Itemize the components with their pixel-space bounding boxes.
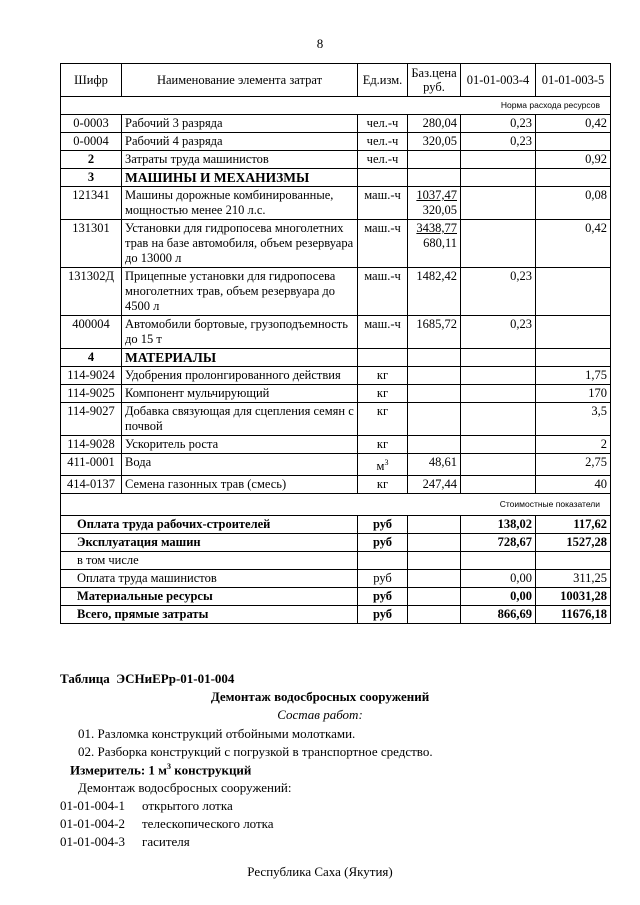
code-name: телескопического лотка bbox=[142, 816, 274, 831]
table-row bbox=[61, 133, 611, 151]
cell-v4 bbox=[461, 220, 536, 268]
cell-price: 320,05 bbox=[408, 133, 461, 151]
sec2-v4 bbox=[461, 151, 536, 169]
total-name: Оплата труда машинистов bbox=[61, 570, 358, 588]
totals-row bbox=[61, 570, 611, 588]
cell-v5: 1,75 bbox=[536, 367, 611, 385]
sec3-v4 bbox=[461, 169, 536, 187]
code-value: 01-01-004-3 bbox=[60, 834, 125, 849]
sec2-v5: 0,92 bbox=[536, 151, 611, 169]
header-price: Баз.цена руб. bbox=[408, 64, 461, 97]
total-v5: 311,25 bbox=[536, 570, 611, 588]
unit-text: кг bbox=[376, 386, 389, 400]
norm-label: Норма расхода ресурсов bbox=[61, 97, 611, 115]
code-value: 01-01-004-1 bbox=[60, 798, 125, 813]
work-item-1: 01. Разломка конструкций отбойными молотками. bbox=[78, 726, 356, 741]
total-name: Всего, прямые затраты bbox=[61, 606, 358, 624]
total-v4: 138,02 bbox=[461, 516, 536, 534]
table-row bbox=[61, 403, 611, 436]
meter-line bbox=[70, 762, 251, 778]
cell-code: 411-0001 bbox=[61, 454, 122, 476]
sec2-num: 2 bbox=[61, 151, 122, 169]
sec2-row bbox=[61, 151, 611, 169]
material-rows bbox=[61, 367, 611, 494]
cell-price bbox=[408, 367, 461, 385]
cell-v5: 2,75 bbox=[536, 454, 611, 476]
table-row bbox=[61, 454, 611, 476]
table-row bbox=[61, 316, 611, 349]
cell-name: Семена газонных трав (смесь) bbox=[122, 476, 358, 494]
cell-v4: 0,23 bbox=[461, 268, 536, 316]
total-v4: 866,69 bbox=[461, 606, 536, 624]
cell-name: Автомобили бортовые, грузоподъемность до 15 т bbox=[122, 316, 358, 349]
cell-unit: маш.-ч bbox=[358, 220, 408, 268]
header-col5: 01-01-003-5 bbox=[536, 64, 611, 97]
cell-v4 bbox=[461, 187, 536, 220]
cell-v5 bbox=[536, 133, 611, 151]
price-wage: 680,11 bbox=[423, 236, 457, 250]
total-v5 bbox=[536, 552, 611, 570]
sec3-row bbox=[61, 169, 611, 187]
total-unit: руб bbox=[358, 606, 408, 624]
total-name: Эксплуатация машин bbox=[61, 534, 358, 552]
cell-v5: 0,42 bbox=[536, 115, 611, 133]
cell-name: Машины дорожные комбинированные, мощностью менее 210 л.с. bbox=[122, 187, 358, 220]
totals-row bbox=[61, 588, 611, 606]
cell-unit bbox=[358, 403, 408, 436]
total-v5: 117,62 bbox=[536, 516, 611, 534]
cell-price bbox=[408, 268, 461, 316]
total-v5: 1527,28 bbox=[536, 534, 611, 552]
cell-price: 48,61 bbox=[408, 454, 461, 476]
cell-v4 bbox=[461, 367, 536, 385]
cost-label: Стоимостные показатели bbox=[61, 494, 611, 516]
norm-row bbox=[61, 97, 611, 115]
cell-code: 0-0003 bbox=[61, 115, 122, 133]
cell-unit bbox=[358, 454, 408, 476]
header-code: Шифр bbox=[61, 64, 122, 97]
cell-v5: 170 bbox=[536, 385, 611, 403]
totals-row bbox=[61, 516, 611, 534]
cell-price bbox=[408, 220, 461, 268]
sec4-name: МАТЕРИАЛЫ bbox=[122, 349, 358, 367]
total-v5: 10031,28 bbox=[536, 588, 611, 606]
cell-code: 114-9024 bbox=[61, 367, 122, 385]
cell-code: 400004 bbox=[61, 316, 122, 349]
code-name: открытого лотка bbox=[142, 798, 233, 813]
cell-price bbox=[408, 316, 461, 349]
cell-v4 bbox=[461, 476, 536, 494]
cell-v5: 40 bbox=[536, 476, 611, 494]
footer-region: Республика Саха (Якутия) bbox=[247, 864, 393, 879]
price-base: 1685,72 bbox=[416, 317, 457, 331]
sec4-num: 4 bbox=[61, 349, 122, 367]
unit-sup: 3 bbox=[384, 458, 389, 467]
cell-unit bbox=[358, 385, 408, 403]
cell-v5: 0,08 bbox=[536, 187, 611, 220]
cell-unit: маш.-ч bbox=[358, 316, 408, 349]
total-price bbox=[408, 516, 461, 534]
page-number: 8 bbox=[316, 36, 324, 51]
cost-row bbox=[61, 494, 611, 516]
unit-text: кг bbox=[376, 477, 389, 492]
unit-text: кг bbox=[376, 437, 389, 451]
total-price bbox=[408, 570, 461, 588]
price-base: 1482,42 bbox=[416, 269, 457, 283]
header-row bbox=[61, 64, 611, 97]
price-base: 3438,77 bbox=[416, 221, 457, 235]
total-v4: 728,67 bbox=[461, 534, 536, 552]
sec3-name: МАШИНЫ И МЕХАНИЗМЫ bbox=[122, 169, 358, 187]
total-v4: 0,00 bbox=[461, 588, 536, 606]
composition-title: Состав работ: bbox=[277, 707, 363, 722]
sec4-price bbox=[408, 349, 461, 367]
total-unit: руб bbox=[358, 588, 408, 606]
code-name: гасителя bbox=[142, 834, 190, 849]
cell-v5: 3,5 bbox=[536, 403, 611, 436]
sec4-v4 bbox=[461, 349, 536, 367]
cell-code: 414-0137 bbox=[61, 476, 122, 494]
cell-v5: 2 bbox=[536, 436, 611, 454]
cell-name: Прицепные установки для гидропосева многолетних трав, объем резервуара до 4500 л bbox=[122, 268, 358, 316]
total-unit: руб bbox=[358, 516, 408, 534]
cell-name: Установки для гидропосева многолетних трав на базе автомобиля, объем резервуара до 13000 л bbox=[122, 220, 358, 268]
resource-table bbox=[60, 63, 611, 624]
total-unit: руб bbox=[358, 534, 408, 552]
sec4-row bbox=[61, 349, 611, 367]
cell-unit bbox=[358, 436, 408, 454]
total-name: в том числе bbox=[61, 552, 358, 570]
cell-v5 bbox=[536, 268, 611, 316]
sec3-price bbox=[408, 169, 461, 187]
code-value: 01-01-004-2 bbox=[60, 816, 125, 831]
cell-price bbox=[408, 403, 461, 436]
cell-unit: чел.-ч bbox=[358, 115, 408, 133]
total-name: Оплата труда рабочих-строителей bbox=[61, 516, 358, 534]
sec2-unit: чел.-ч bbox=[358, 151, 408, 169]
table-row bbox=[61, 385, 611, 403]
total-unit bbox=[358, 552, 408, 570]
cell-v4: 0,23 bbox=[461, 316, 536, 349]
cell-code: 131302Д bbox=[61, 268, 122, 316]
totals-row bbox=[61, 606, 611, 624]
table-row bbox=[61, 268, 611, 316]
work-item-2: 02. Разборка конструкций с погрузкой в транспортное средство. bbox=[78, 744, 433, 759]
cell-price bbox=[408, 385, 461, 403]
cell-v5: 0,42 bbox=[536, 220, 611, 268]
code-row bbox=[60, 816, 274, 832]
total-name: Материальные ресурсы bbox=[61, 588, 358, 606]
cell-v4: 0,23 bbox=[461, 133, 536, 151]
cell-name: Рабочий 3 разряда bbox=[122, 115, 358, 133]
labor-rows bbox=[61, 115, 611, 151]
cell-price bbox=[408, 436, 461, 454]
table-row bbox=[61, 187, 611, 220]
cell-code: 0-0004 bbox=[61, 133, 122, 151]
cell-code: 114-9028 bbox=[61, 436, 122, 454]
cell-name: Вода bbox=[122, 454, 358, 476]
cell-code: 114-9025 bbox=[61, 385, 122, 403]
cell-unit bbox=[358, 476, 408, 494]
totals-row bbox=[61, 534, 611, 552]
cell-unit: маш.-ч bbox=[358, 268, 408, 316]
cell-unit: маш.-ч bbox=[358, 187, 408, 220]
total-v4 bbox=[461, 552, 536, 570]
code-row bbox=[60, 834, 190, 850]
cell-v4 bbox=[461, 385, 536, 403]
total-price bbox=[408, 606, 461, 624]
total-price bbox=[408, 588, 461, 606]
sec3-unit bbox=[358, 169, 408, 187]
cell-name: Ускоритель роста bbox=[122, 436, 358, 454]
unit-text: кг bbox=[376, 404, 389, 418]
table-row bbox=[61, 436, 611, 454]
price-wage: 320,05 bbox=[422, 203, 457, 217]
cell-name: Добавка связующая для сцепления семян с почвой bbox=[122, 403, 358, 436]
header-unit: Ед.изм. bbox=[358, 64, 408, 97]
sec3-num: 3 bbox=[61, 169, 122, 187]
totals-row bbox=[61, 552, 611, 570]
sec3-v5 bbox=[536, 169, 611, 187]
cell-v5 bbox=[536, 316, 611, 349]
cell-code: 121341 bbox=[61, 187, 122, 220]
cell-code: 131301 bbox=[61, 220, 122, 268]
cell-v4: 0,23 bbox=[461, 115, 536, 133]
cell-code: 114-9027 bbox=[61, 403, 122, 436]
meter-suffix: конструкций bbox=[171, 762, 252, 778]
unit-text: кг bbox=[376, 368, 389, 382]
header-name: Наименование элемента затрат bbox=[122, 64, 358, 97]
price-base: 1037,47 bbox=[416, 188, 457, 202]
meter-sup: 3 bbox=[167, 762, 172, 771]
table-row bbox=[61, 476, 611, 494]
cell-unit: чел.-ч bbox=[358, 133, 408, 151]
total-v5: 11676,18 bbox=[536, 606, 611, 624]
total-price bbox=[408, 534, 461, 552]
code-row bbox=[60, 798, 233, 814]
total-unit: руб bbox=[358, 570, 408, 588]
table-row bbox=[61, 367, 611, 385]
machine-rows bbox=[61, 187, 611, 349]
sec2-name: Затраты труда машинистов bbox=[122, 151, 358, 169]
meter-prefix: Измеритель: 1 м bbox=[70, 762, 168, 778]
totals-rows bbox=[61, 516, 611, 624]
cell-v4 bbox=[461, 436, 536, 454]
table-row bbox=[61, 220, 611, 268]
cell-price bbox=[408, 187, 461, 220]
dismantle-intro: Демонтаж водосбросных сооружений: bbox=[78, 780, 292, 795]
work-title: Демонтаж водосбросных сооружений bbox=[210, 689, 430, 704]
total-price bbox=[408, 552, 461, 570]
cell-price: 247,44 bbox=[408, 476, 461, 494]
cell-name: Рабочий 4 разряда bbox=[122, 133, 358, 151]
sec4-v5 bbox=[536, 349, 611, 367]
unit-text: м bbox=[376, 459, 385, 474]
cell-unit bbox=[358, 367, 408, 385]
cell-v4 bbox=[461, 403, 536, 436]
total-v4: 0,00 bbox=[461, 570, 536, 588]
table-row bbox=[61, 115, 611, 133]
sec4-unit bbox=[358, 349, 408, 367]
cell-price: 280,04 bbox=[408, 115, 461, 133]
sec2-price bbox=[408, 151, 461, 169]
table-title: Таблица ЭСНиЕРр-01-01-004 bbox=[60, 671, 235, 686]
cell-name: Компонент мульчирующий bbox=[122, 385, 358, 403]
header-col4: 01-01-003-4 bbox=[461, 64, 536, 97]
cell-v4 bbox=[461, 454, 536, 476]
cell-name: Удобрения пролонгированного действия bbox=[122, 367, 358, 385]
